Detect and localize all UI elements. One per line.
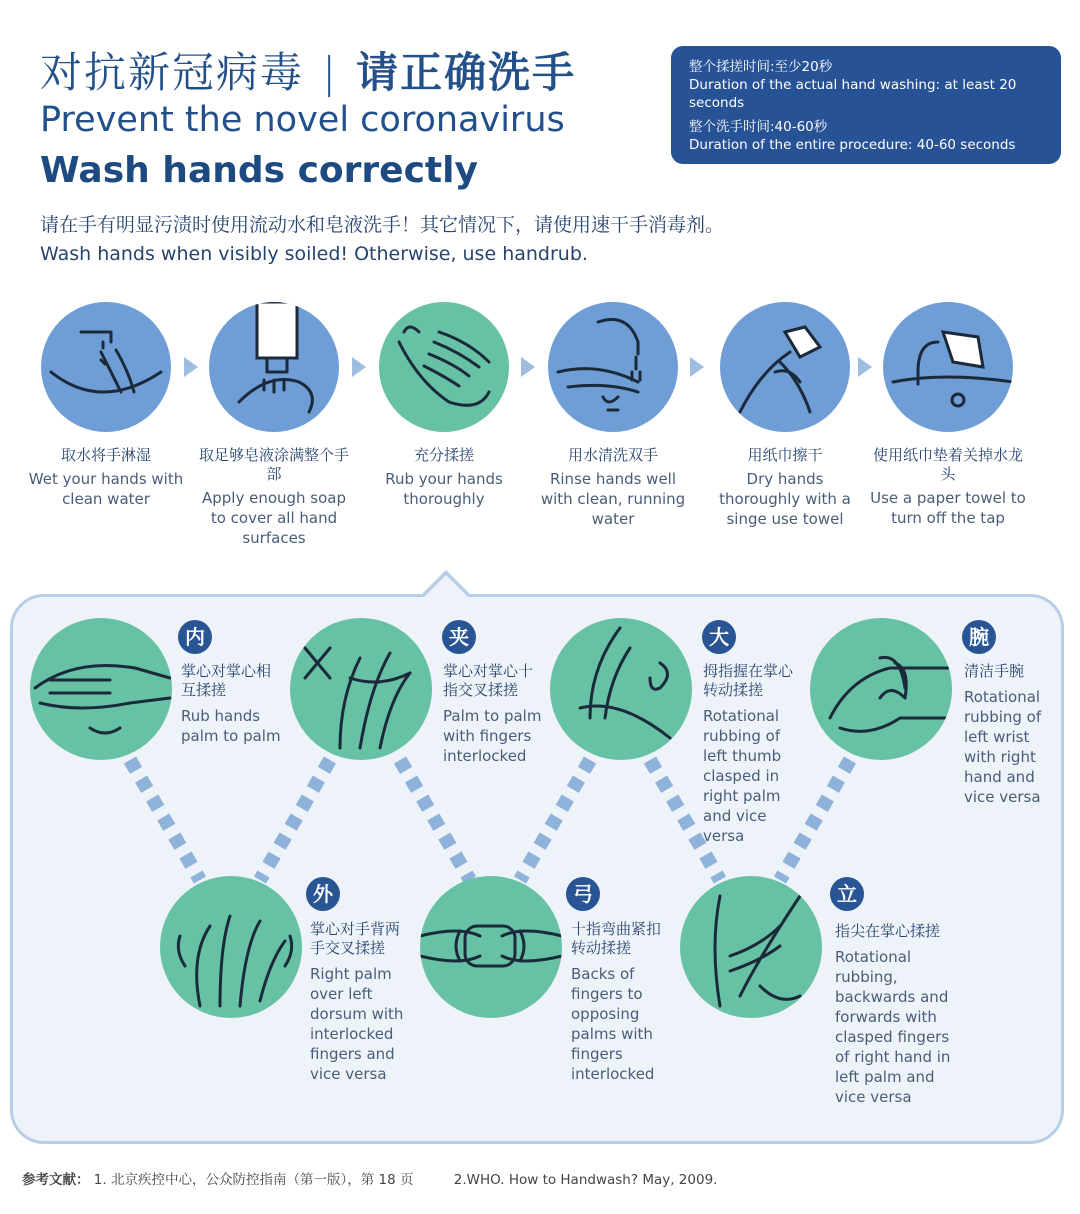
motion-label-en: Rotational rubbing of left wrist with right hand and vice versa xyxy=(964,688,1042,806)
motion-text xyxy=(181,662,281,746)
duration-line1-cn: 整个揉搓时间:至少20秒 xyxy=(689,59,833,75)
fingers-interlocked-icon xyxy=(290,618,432,760)
motion-badge: 外 xyxy=(306,877,340,911)
step-label-en: Rub your hands thoroughly xyxy=(385,470,503,508)
motion-badge: 大 xyxy=(702,620,736,654)
step-label-en: Wet your hands with clean water xyxy=(28,470,184,508)
step-label-en: Dry hands thoroughly with a singe use towel xyxy=(719,470,851,528)
motion-label-cn: 掌心对掌心相互揉搓 xyxy=(181,662,272,699)
page-title-en: Prevent the novel coronavirus xyxy=(40,100,565,140)
title-separator: | xyxy=(322,48,339,97)
motion-badge: 腕 xyxy=(962,620,996,654)
motion-label-cn: 拇指握在掌心转动揉搓 xyxy=(703,662,794,699)
duration-line2-cn: 整个洗手时间:40-60秒 xyxy=(689,119,828,135)
motion-label-en: Palm to palm with fingers interlocked xyxy=(443,707,542,765)
step-label-en: Use a paper towel to turn off the tap xyxy=(870,489,1026,527)
motion-label-cn: 指尖在掌心揉搓 xyxy=(835,922,941,940)
step-label-en: Rinse hands well with clean, running water xyxy=(540,470,686,528)
motion-label-cn: 十指弯曲紧扣转动揉搓 xyxy=(571,920,662,957)
motion-badge: 弓 xyxy=(566,877,600,911)
step-label-cn: 充分揉搓 xyxy=(413,446,474,464)
reference-1: 1. 北京疾控中心，公众防控指南（第一版），第 18 页 xyxy=(93,1172,414,1188)
reference-2: 2.WHO. How to Handwash? May, 2009. xyxy=(453,1172,718,1188)
page-subtitle-en: Wash hands correctly xyxy=(40,150,478,191)
step-label-cn: 用水清洗双手 xyxy=(567,446,658,464)
usage-note-en: Wash hands when visibly soiled! Otherwise, use handrub. xyxy=(40,243,588,265)
motion-badge: 立 xyxy=(830,877,864,911)
step-label-cn: 取水将手淋湿 xyxy=(60,446,151,464)
fingertips-in-palm-icon xyxy=(680,876,822,1018)
step-label-en: Apply enough soap to cover all hand surfaces xyxy=(201,489,347,547)
motion-label-en: Rotational rubbing, backwards and forwards with clasped fingers of right hand in left palm and vice versa xyxy=(835,948,951,1106)
title-cn-right: 请正确洗手 xyxy=(356,48,577,97)
title-cn-left: 对抗新冠病毒 xyxy=(40,48,305,97)
motion-badge: 夹 xyxy=(442,620,476,654)
step-label-cn: 取足够皂液涂满整个手部 xyxy=(198,446,349,483)
thumb-rotation-icon xyxy=(550,618,692,760)
motion-label-en: Right palm over left dorsum with interlocked fingers and vice versa xyxy=(310,965,404,1083)
motion-label-en: Backs of fingers to opposing palms with fingers interlocked xyxy=(571,965,655,1083)
motion-text xyxy=(443,662,543,766)
motion-badge: 内 xyxy=(178,620,212,654)
motion-text xyxy=(835,922,965,1107)
backs-of-fingers-icon xyxy=(420,876,562,1018)
motion-text xyxy=(964,662,1064,807)
palm-over-dorsum-icon xyxy=(160,876,302,1018)
usage-note-cn: 请在手有明显污渍时使用流动水和皂液洗手！其它情况下，请使用速干手消毒剂。 xyxy=(40,214,725,236)
duration-line1-en: Duration of the actual hand washing: at least 20 seconds xyxy=(689,77,1017,111)
references-label: 参考文献： xyxy=(22,1172,90,1188)
motion-label-en: Rotational rubbing of left thumb clasped in right palm and vice versa xyxy=(703,707,782,845)
step-label-cn: 使用纸巾垫着关掉水龙头 xyxy=(872,446,1023,483)
motion-label-cn: 掌心对手背两手交叉揉搓 xyxy=(310,920,401,957)
motion-label-cn: 掌心对掌心十指交叉揉搓 xyxy=(443,662,534,699)
motion-text xyxy=(571,920,671,1084)
wrist-rubbing-icon xyxy=(810,618,952,760)
palm-to-palm-icon xyxy=(30,618,172,760)
motion-label-cn: 清洁手腕 xyxy=(964,662,1025,680)
references xyxy=(22,1168,717,1188)
step-label-cn: 用纸巾擦干 xyxy=(747,446,823,464)
duration-line2-en: Duration of the entire procedure: 40-60 seconds xyxy=(689,137,1016,153)
motion-text xyxy=(703,662,803,846)
motion-text xyxy=(310,920,410,1084)
motion-label-en: Rub hands palm to palm xyxy=(181,707,281,745)
